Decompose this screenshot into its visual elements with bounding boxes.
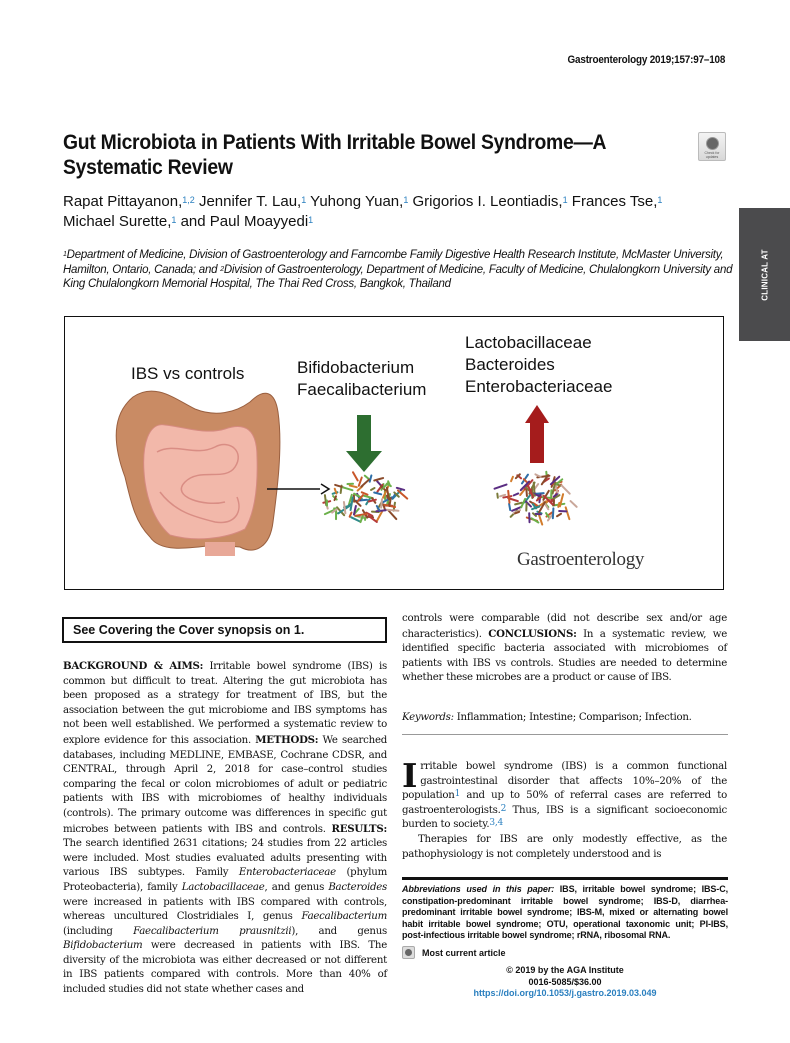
taxon-label: Bacteroides (465, 355, 555, 374)
intro-text: rritable bowel syndrome (IBS) is a common functional gastrointestinal disorder that affects 10%–20% of the population (402, 761, 727, 802)
bacterium-mark (511, 477, 513, 481)
bacterium-mark (515, 503, 522, 505)
graphical-abstract (64, 316, 724, 590)
bacterium-mark (558, 503, 559, 507)
author[interactable]: Jennifer T. Lau, (198, 193, 302, 210)
bacterium-mark (535, 474, 540, 477)
author-affil-sup[interactable]: 1 (171, 215, 177, 225)
ibs-vs-controls-label: IBS vs controls (131, 364, 245, 383)
taxon-italic: Faecalibacterium (301, 911, 387, 923)
intro-paragraph-2: Therapies for IBS are only modestly effective, as the pathophysiology is not completely understood and is (402, 833, 727, 860)
affil-sup: 1 (63, 251, 67, 258)
article-title (63, 130, 607, 180)
journal-logo: Gastroenterology (517, 549, 645, 570)
abstract-heading-background: BACKGROUND & AIMS: (63, 660, 204, 672)
author-affil-sup[interactable]: 1 (657, 195, 663, 205)
bacterium-mark (526, 490, 527, 496)
reference-link[interactable]: 2 (500, 803, 507, 814)
abstract-text: Irritable bowel syndrome (IBS) is common but difficult to treat. Altering the gut microbiota has been proposed as a strategy for treatment of IBS, but the association between the gut microbiome and IBS symptoms has not been well established. We performed a systematic review to explore evidence for this association. (63, 661, 387, 746)
reference-link[interactable]: 3,4 (489, 818, 503, 829)
taxon-label: Faecalibacterium (297, 380, 427, 399)
abstract-right-column (402, 612, 727, 686)
intro-text: Thus, IBS is a significant socioeconomic burden to society. (402, 804, 727, 831)
bacterium-mark (370, 475, 372, 481)
divider (402, 734, 728, 735)
bacterium-mark (509, 504, 510, 510)
bacterium-mark (514, 493, 519, 495)
drop-cap: I (402, 756, 418, 795)
abstract-text: were increased in patients with IBS compared with controls, whereas uncultured Clostridiales I, genus (63, 896, 387, 923)
taxon-italic: Faecalibacterium prausnitzii (133, 925, 292, 937)
taxon-italic: Bifidobacterium (63, 940, 143, 952)
journal-reference: Gastroenterology 2019;157:97–108 (567, 54, 725, 66)
abstract-heading-results: RESULTS: (331, 822, 387, 835)
bacterium-mark (508, 491, 509, 503)
intro-text: and up to 50% of referral cases are referred to gastroenterologists. (402, 790, 727, 816)
bacterium-mark (343, 487, 352, 490)
bacterium-mark (503, 496, 511, 497)
crossmark-icon (402, 946, 415, 959)
abstract-text: , and genus (264, 881, 329, 893)
author[interactable]: Yuhong Yuan, (310, 193, 404, 210)
issn-price: 0016-5085/$36.00 (528, 976, 602, 987)
section-side-tab (739, 208, 790, 341)
bacterium-mark (562, 485, 570, 493)
microbiota-cluster-2 (495, 472, 577, 525)
author-affil-sup[interactable]: 1,2 (182, 195, 195, 205)
microbiota-cluster-1 (323, 472, 407, 522)
affiliations (63, 248, 733, 292)
author-affil-sup[interactable]: 1 (308, 215, 314, 225)
bacterium-mark (566, 507, 570, 519)
abstract-heading-conclusions: CONCLUSIONS: (488, 627, 577, 640)
bacterium-mark (389, 498, 390, 506)
bacterium-mark (553, 508, 554, 518)
author-affil-sup[interactable]: 1 (562, 195, 568, 205)
bacterium-mark (361, 480, 369, 487)
taxon-label: Enterobacteriaceae (465, 377, 613, 396)
title-line-1: Gut Microbiota in Patients With Irritable Bowel Syndrome—A (63, 130, 607, 154)
author[interactable]: Frances Tse, (571, 193, 658, 210)
bacterium-mark (495, 485, 507, 489)
affil-sup: 2 (220, 265, 224, 273)
bacterium-mark (371, 488, 375, 490)
doi-link[interactable]: https://doi.org/10.1053/j.gastro.2019.03.049 (473, 988, 657, 998)
bacterium-mark (557, 514, 561, 516)
keywords-label: Keywords: (402, 712, 454, 723)
bacterium-mark (353, 472, 358, 480)
copyright-text: © 2019 by the AGA Institute (506, 965, 624, 975)
author-affil-sup[interactable]: 1 (403, 195, 409, 205)
taxon-italic: Enterobacteriaceae (238, 867, 336, 879)
abstract-text: (including (63, 925, 134, 937)
bacterium-mark (376, 510, 385, 511)
copyright-block (402, 965, 728, 1000)
bacterium-mark (335, 496, 336, 500)
abstract-text: In a systematic review, we identified specific bacteria associated with microbiomes of patients with IBS vs controls. Studies are needed to determine whether these microbes are a product or cause of IBS. (402, 628, 727, 684)
abstract-text: The search identified 2631 citations; 24 studies from 22 articles were included. Most studies evaluated adults presenting with various IBS subtypes. Family (63, 838, 387, 879)
side-tab-label: CLINICAL AT (760, 248, 769, 301)
increase-arrow-icon (525, 405, 549, 463)
figure-illustration (65, 317, 722, 588)
author-list (63, 192, 743, 232)
reference-link[interactable]: 1 (454, 789, 461, 800)
check-for-updates-icon (706, 137, 719, 150)
abstract-text: ), and genus (291, 925, 388, 937)
keywords (402, 712, 727, 723)
affiliation-2: Division of Gastroenterology, Department of Medicine, Faculty of Medicine, Chulalongkorn University and King Chulalongkorn Memorial Hospital, The Thai Red Cross, Bangkok, Thailand (63, 263, 733, 290)
author[interactable]: Rapat Pittayanon, (63, 193, 183, 210)
bacterium-mark (365, 476, 369, 479)
abstract-heading-methods: METHODS: (255, 733, 319, 746)
bacterium-mark (359, 478, 362, 486)
abstract-left-column (63, 659, 387, 998)
bacterium-mark (500, 495, 505, 496)
taxon-italic: Lactobacillaceae (181, 881, 265, 893)
covering-the-cover-box[interactable]: See Covering the Cover synopsis on 1. (62, 617, 387, 643)
bacterium-mark (388, 510, 396, 519)
affiliation-1: Department of Medicine, Division of Gastroenterology and Farncombe Family Digestive Health Research Institute, McMaster University, Hamilton, Ontario, Canada; and (63, 249, 724, 276)
bacterium-mark (374, 478, 383, 480)
author-affil-sup[interactable]: 1 (301, 195, 307, 205)
author[interactable]: Michael Surette, (63, 213, 172, 230)
bacterium-mark (532, 506, 539, 509)
abstract-text: We searched databases, including MEDLINE, EMBASE, Cochrane CDSR, and CENTRAL, through April 2, 2018 for case–control studies comparing the fecal or colon microbiomes of adult or pediatric patients with IBS with microbiomes of healthy individuals (controls). The primary outcome was differences in specific gut microbes between patients with IBS and controls. (63, 734, 387, 835)
title-line-2: Systematic Review (63, 155, 233, 179)
abstract-text-overflow: were decreased in patients with IBS. The diversity of the microbiota was either decreased or not different in IBS patients compared with controls. More than 40% of included studies did not state whether cases and (63, 940, 387, 996)
bacterium-mark (515, 512, 519, 513)
abstract-text: controls were comparable (did not describe sex and/or age characteristics). (402, 613, 727, 640)
bacterium-mark (571, 501, 577, 507)
bacterium-mark (350, 485, 357, 487)
abbreviations-text: IBS, irritable bowel syndrome; IBS-C, constipation-predominant irritable bowel syndrome; IBS-D, diarrhea-predominant irritable bowel syndrome; IBS-M, mixed or alternating bowel habit irritable bowel syndrome; OTU, operational taxonomic unit; PI-IBS, post-infectious irritable bowel syndrome; rRNA, ribosomal RNA. (402, 884, 728, 941)
footnote-divider (402, 877, 728, 880)
intestine-illustration (116, 391, 280, 556)
most-current-article[interactable] (402, 946, 506, 959)
bacterium-mark (497, 494, 498, 498)
bacterium-mark (351, 517, 359, 521)
bacterium-mark (350, 513, 352, 517)
abbreviations-label: Abbreviations used in this paper: (402, 884, 555, 894)
bacterium-mark (374, 492, 381, 494)
keywords-list: Inflammation; Intestine; Comparison; Infection. (453, 712, 692, 723)
bacterium-mark (381, 499, 382, 507)
abbreviations-footnote (402, 884, 728, 942)
taxon-label: Bifidobacterium (297, 358, 415, 377)
bacterium-mark (377, 512, 382, 521)
taxon-italic: Bacteroides (328, 881, 387, 893)
author[interactable]: and Paul Moayyedi (180, 213, 309, 230)
check-for-updates-text: Check for updates (704, 151, 720, 159)
bacterium-mark (344, 502, 345, 513)
author[interactable]: Grigorios I. Leontiadis, (412, 193, 563, 210)
decrease-arrow-icon (346, 415, 382, 472)
bacterium-mark (387, 510, 399, 511)
introduction-text (402, 756, 727, 862)
check-for-updates-badge[interactable] (698, 132, 726, 161)
abstract-text: (phylum Proteobacteria), family (63, 867, 387, 893)
most-current-label: Most current article (422, 947, 506, 958)
bacterium-mark (539, 515, 542, 524)
taxon-label: Lactobacillaceae (465, 333, 592, 352)
